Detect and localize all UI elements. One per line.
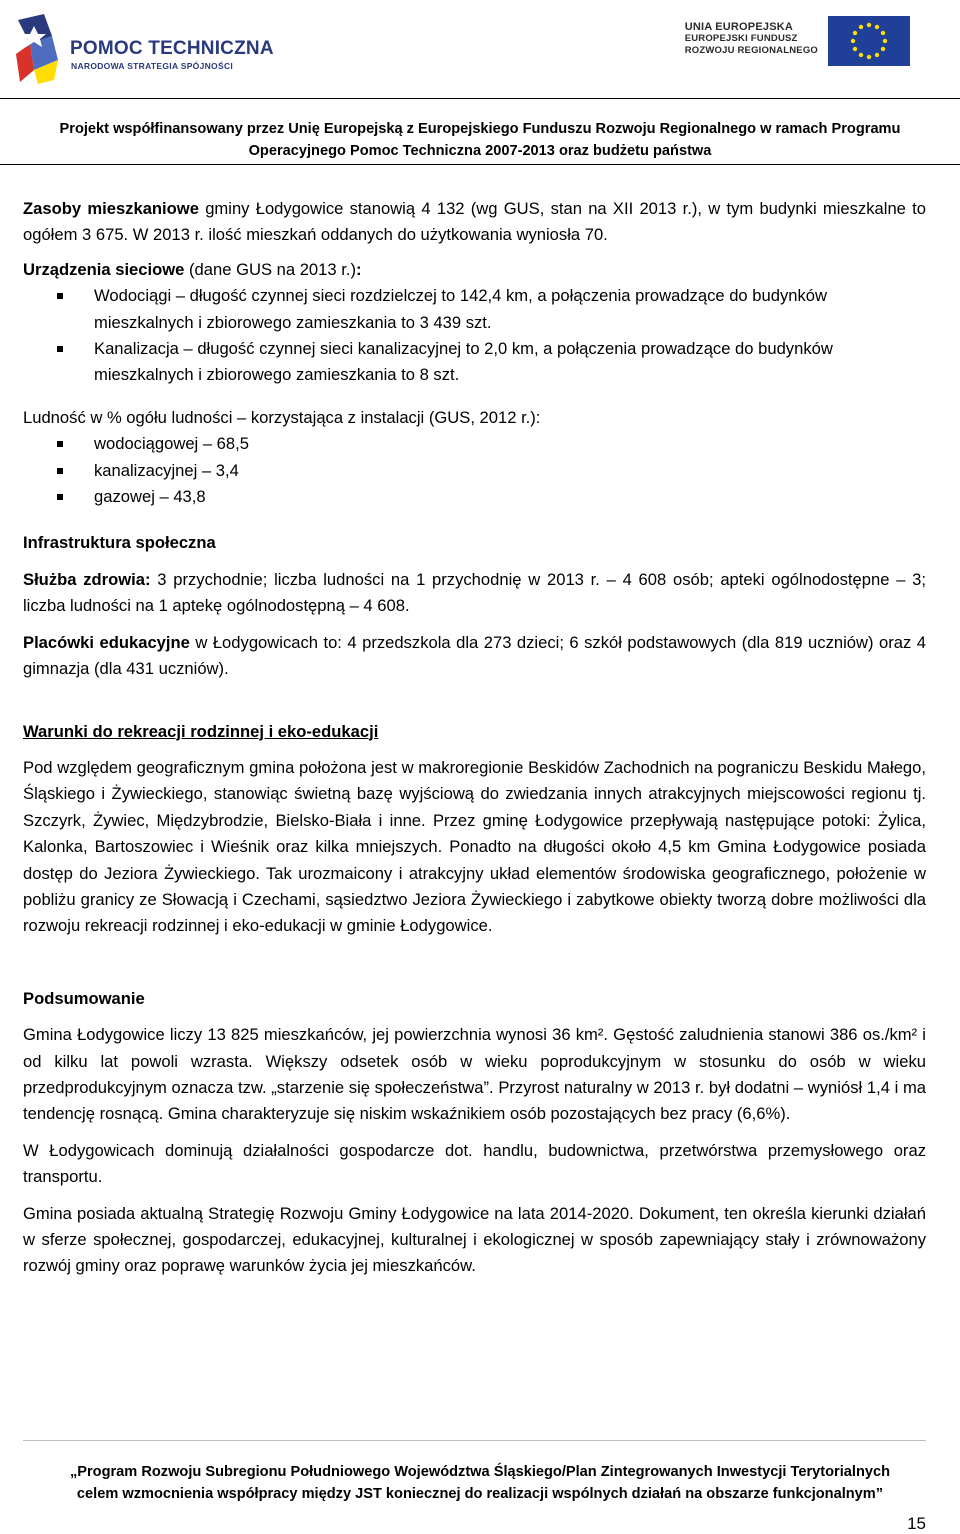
project-line-2: Operacyjnego Pomoc Techniczna 2007-2013 oraz budżetu państwa bbox=[248, 143, 712, 159]
network-colon: : bbox=[355, 259, 362, 279]
network-heading bbox=[23, 257, 926, 283]
list-item: kanalizacyjnej – 3,4 bbox=[23, 458, 926, 484]
housing-text: gminy Łodygowice stanowią 4 132 (wg GUS, stan na XII 2013 r.), w tym budynki mieszkalne to ogółem 3 675. W 2013 r. ilość mieszkań oddanych do użytkowania wyniosła 70. bbox=[23, 199, 926, 245]
footer-line-2: celem wzmocnienia współpracy między JST koniecznej do realizacji wspólnych działań na obszarze funkcjonalnym” bbox=[76, 1486, 884, 1502]
logo-subtitle: NARODOWA STRATEGIA SPÓJNOŚCI bbox=[71, 61, 234, 71]
logo-title: POMOC TECHNICZNA bbox=[70, 38, 274, 59]
education-label: Placówki edukacyjne bbox=[23, 632, 190, 652]
list-item: Kanalizacja – długość czynnej sieci kanalizacyjnej to 2,0 km, a połączenia prowadzące do budynków mieszkalnych i zbiorowego zamieszkania to 8 szt. bbox=[23, 336, 926, 389]
health-label: Służba zdrowia: bbox=[23, 569, 151, 589]
eu-flag-icon bbox=[828, 16, 910, 66]
health-text: 3 przychodnie; liczba ludności na 1 przychodnię w 2013 r. – 4 608 osób; apteki ogólnodostępne – 3; liczba ludności na 1 aptekę ogólnodostępną – 4 608. bbox=[23, 569, 927, 616]
summary-paragraph: Gmina Łodygowice liczy 13 825 mieszkańców, jej powierzchnia wynosi 36 km². Gęstość zaludnienia stanowi 386 os./km² i od kilku lat powoli wzrasta. Większy odsetek osób w wieku poprodukcyjnym w stosunku do osób w wieku przedprodukcyjnym oznacza tzw. „starzenie się społeczeństwa”. Przyrost naturalny w 2013 r. był dodatni – wyniósł 1,4 i ma tendencję rosnącą. Gmina charakteryzuje się niskim wskaźnikiem osób pozostających bez pracy (6,6%). bbox=[23, 1025, 926, 1124]
footer-note bbox=[0, 1461, 960, 1505]
recreation-paragraph: Pod względem geograficznym gmina położona jest w makroregionie Beskidów Zachodnich na pograniczu Beskidu Małego, Śląskiego i Żywieckiego, stanowiąc świetną bazę wyjściową do zwiedzania innych atrakcyjnych miejscowości regionu tj. Szczyrk, Żywiec, Międzybrodzie, Bielsko-Biała i inne. Przez gminę Łodygowice przepływają następujące potoki: Żylica, Kalonka, Bartoszowiec i Wieśnik oraz kilka mniejszych. Ponadto na długości około 4,5 km Gmina Łodygowice posiada dostęp do Jeziora Żywieckiego. Tak urozmaicony i atrakcyjny układ elementów środowiska geograficznego, położenie w pobliżu granicy ze Słowacją i Czechami, sąsiedztwo Jeziora Żywieckiego i zabytkowe obiekty tworzą dobre możliwości dla rozwoju rekreacji rodzinnej i eko-edukacji w gminie Łodygowice. bbox=[23, 757, 926, 936]
pomoc-techniczna-logo bbox=[14, 14, 274, 86]
strategy-paragraph: Gmina posiada aktualną Strategię Rozwoju Gminy Łodygowice na lata 2014-2020. Dokument, ten określa kierunki działań w sferze społecznej, gospodarczej, edukacyjnej, kulturalnej i ekologicznej w sposób zapewniający stały i zrównoważony rozwój gminy oraz poprawę warunków życia jej mieszkańców. bbox=[23, 1203, 926, 1276]
eu-logo-line2: EUROPEJSKI FUNDUSZ bbox=[684, 33, 798, 44]
section-heading-summary: Podsumowanie bbox=[23, 988, 145, 1008]
network-source: (dane GUS na 2013 r.) bbox=[184, 259, 356, 279]
eu-logo-text bbox=[685, 21, 818, 57]
list-item: wodociągowej – 68,5 bbox=[23, 431, 926, 457]
network-label: Urządzenia sieciowe bbox=[23, 259, 185, 279]
network-list bbox=[23, 283, 926, 389]
section-heading-recreation: Warunki do rekreacji rodzinnej i eko-edukacji bbox=[23, 721, 379, 741]
education-paragraph bbox=[23, 630, 926, 683]
project-funding-note bbox=[0, 118, 960, 162]
header-rule-top bbox=[0, 98, 960, 99]
health-paragraph bbox=[23, 567, 926, 620]
footer-rule bbox=[23, 1440, 926, 1441]
project-line-1: Projekt współfinansowany przez Unię Europejską z Europejskiego Funduszu Rozwoju Regionalnego w ramach Programu bbox=[59, 121, 901, 137]
footer-line-1: „Program Rozwoju Subregionu Południowego Województwa Śląskiego/Plan Zintegrowanych Inwestycji Terytorialnych bbox=[69, 1464, 891, 1480]
education-text: w Łodygowicach to: 4 przedszkola dla 273 dzieci; 6 szkół podstawowych (dla 819 uczniów) oraz 4 gimnazja (dla 431 uczniów). bbox=[23, 632, 926, 679]
eu-logo-line1: UNIA EUROPEJSKA bbox=[684, 21, 794, 33]
page-number: 15 bbox=[907, 1514, 926, 1533]
installations-heading: Ludność w % ogółu ludności – korzystająca z instalacji (GUS, 2012 r.): bbox=[23, 407, 541, 427]
list-item: gazowej – 43,8 bbox=[23, 484, 926, 510]
economy-paragraph: W Łodygowicach dominują działalności gospodarcze dot. handlu, budownictwa, przetwórstwa przemysłowego oraz transportu. bbox=[23, 1140, 926, 1187]
main-content bbox=[23, 196, 926, 1280]
header-rule-bottom bbox=[0, 164, 960, 165]
eu-logo-line3: ROZWOJU REGIONALNEGO bbox=[684, 45, 818, 56]
housing-paragraph bbox=[23, 196, 926, 249]
pomoc-techniczna-emblem-icon bbox=[14, 14, 62, 84]
eu-logo bbox=[680, 16, 910, 66]
list-item: Wodociągi – długość czynnej sieci rozdzielczej to 142,4 km, a połączenia prowadzące do budynków mieszkalnych i zbiorowego zamieszkania to 3 439 szt. bbox=[23, 283, 926, 336]
installations-list bbox=[23, 431, 926, 510]
housing-label: Zasoby mieszkaniowe bbox=[23, 199, 199, 218]
section-heading-infrastructure: Infrastruktura społeczna bbox=[23, 533, 216, 553]
